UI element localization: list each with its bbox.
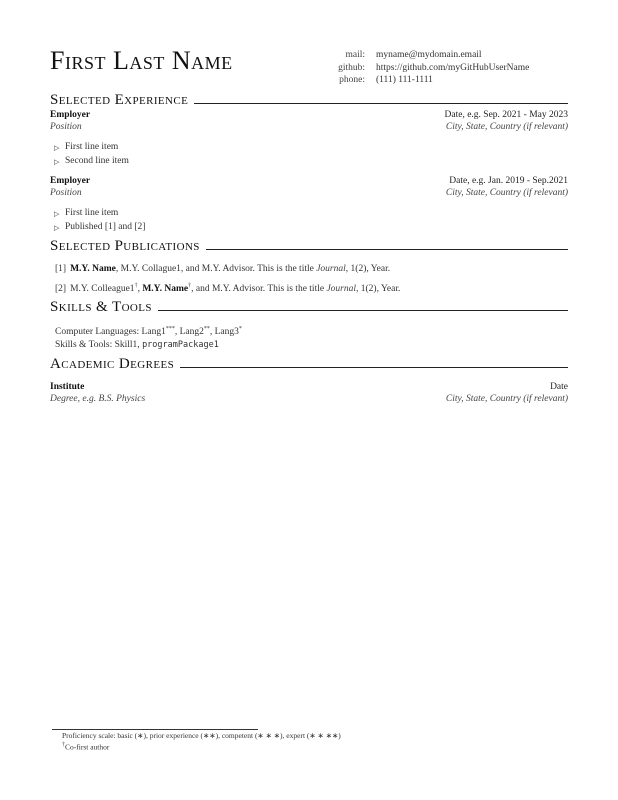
journal-name: Journal [316, 264, 346, 274]
position-title: Position [50, 122, 82, 132]
section-title: Selected Experience [50, 92, 189, 108]
skills-block [55, 323, 242, 352]
experience-entry [50, 109, 568, 133]
triangle-right-icon: ▷ [54, 157, 60, 166]
contact-block [300, 49, 529, 87]
section-rule [194, 103, 568, 104]
date-range: Date, e.g. Sep. 2021 - May 2023 [444, 110, 568, 120]
employer-name: Employer [50, 176, 91, 186]
triangle-right-icon: ▷ [54, 210, 60, 218]
experience-entry [50, 175, 568, 199]
experience-items [54, 207, 145, 234]
footnote-cofirst: †Co-first author [62, 741, 110, 751]
footnote-rule [52, 729, 258, 730]
triangle-right-icon: ▷ [54, 223, 60, 232]
section-publications [50, 238, 568, 255]
footnote-proficiency: Proficiency scale: basic (∗), prior experience (∗∗), competent (∗ ∗ ∗), expert (∗ ∗ ∗∗) [62, 731, 341, 740]
employer-name: Employer [50, 110, 91, 120]
contact-row-phone [300, 74, 529, 87]
section-rule [158, 310, 568, 311]
github-link[interactable]: https://github.com/myGitHubUserName [376, 62, 530, 73]
section-experience [50, 92, 568, 109]
location: City, State, Country (if relevant) [445, 394, 568, 404]
location: City, State, Country (if relevant) [445, 122, 568, 132]
footnotes [62, 731, 341, 752]
degree-title: Degree, e.g. B.S. Physics [50, 394, 146, 404]
position-title: Position [50, 188, 82, 198]
contact-label: mail: [345, 50, 365, 60]
date-range: Date, e.g. Jan. 2019 - Sep.2021 [449, 176, 568, 186]
phone-value: (111) 111-1111 [376, 75, 433, 85]
contact-label: phone: [339, 75, 365, 85]
section-title: Academic Degrees [50, 356, 175, 372]
institute-name: Institute [50, 382, 85, 392]
author-self: M.Y. Name [142, 284, 189, 295]
journal-name: Journal [326, 284, 356, 295]
section-degrees [50, 356, 568, 373]
author-self: M.Y. Name [70, 264, 116, 274]
publication-item: [1] M.Y. Name, M.Y. Collague1, and M.Y. Advisor. This is the title Journal, 1(2), Year. [55, 264, 391, 274]
tools-line: Skills & Tools: Skill1, programPackage1 [55, 340, 219, 351]
resume-name: First Last Name [50, 46, 233, 75]
contact-row-mail [300, 49, 529, 62]
list-item: ▷ Second line item [54, 155, 129, 169]
list-item: ▷ First line item [54, 207, 145, 221]
section-rule [180, 367, 568, 368]
languages-line: Computer Languages: Lang1***, Lang2**, Lang3* [55, 326, 242, 338]
section-rule [206, 249, 568, 250]
degree-date: Date [550, 382, 568, 392]
contact-label: github: [338, 62, 365, 73]
contact-row-github [300, 62, 529, 75]
publication-list [55, 261, 400, 298]
triangle-right-icon: ▷ [54, 144, 60, 152]
degree-entry [50, 381, 568, 405]
section-title: Skills & Tools [50, 299, 152, 315]
publication-item: [2] M.Y. Colleague1†, M.Y. Name†, and M.Y. Advisor. This is the title Journal, 1(2), Year. [55, 283, 401, 295]
email-link[interactable]: myname@mydomain.email [376, 50, 482, 60]
list-item: ▷ First line item [54, 141, 129, 155]
section-title: Selected Publications [50, 238, 200, 254]
experience-items [54, 141, 129, 168]
list-item: ▷ Published [1] and [2] [54, 221, 145, 235]
section-skills [50, 299, 568, 316]
location: City, State, Country (if relevant) [445, 188, 568, 198]
